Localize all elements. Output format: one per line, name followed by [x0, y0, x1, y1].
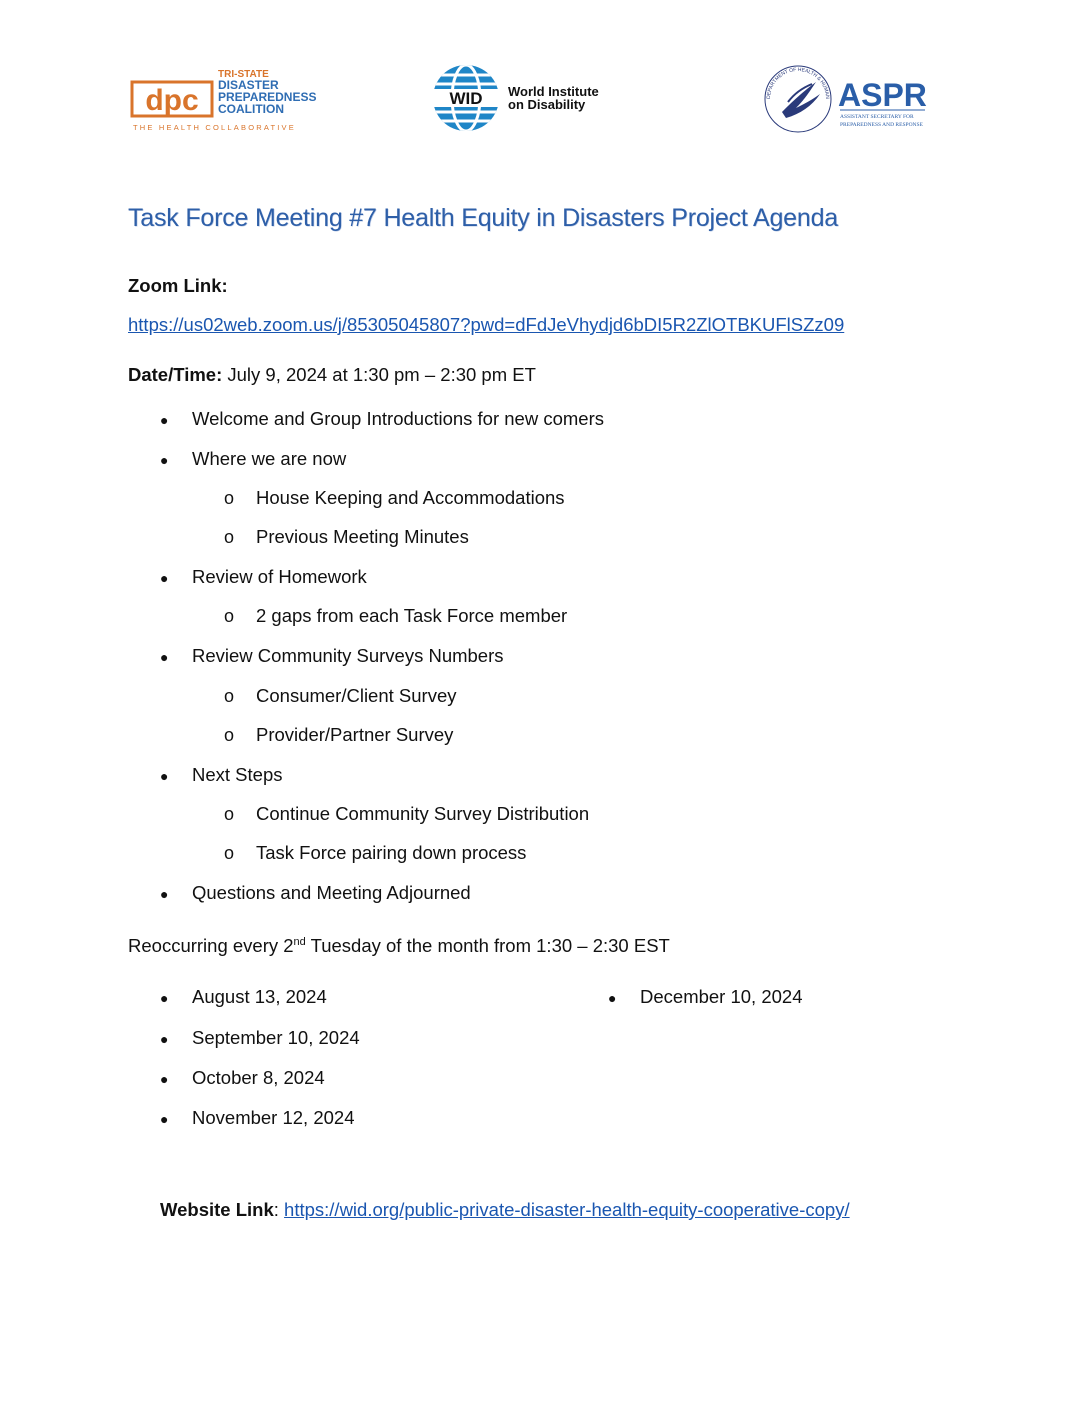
- svg-text:on Disability: on Disability: [508, 97, 586, 112]
- website-link[interactable]: https://wid.org/public-private-disaster-health-equity-cooperative-copy/: [284, 1199, 850, 1220]
- agenda-item: ●: [160, 886, 169, 902]
- agenda-item-text: Welcome and Group Introductions for new comers: [192, 408, 604, 429]
- sub-bullet-icon: o: [224, 527, 235, 547]
- agenda-subitem-text: Continue Community Survey Distribution: [256, 803, 590, 824]
- agenda-subitem-text: Consumer/Client Survey: [256, 685, 457, 706]
- svg-text:DEPARTMENT OF HEALTH & HUMAN S: DEPARTMENT OF HEALTH & HUMAN: [765, 66, 831, 100]
- website-colon: :: [273, 1199, 285, 1220]
- svg-text:PREPAREDNESS: PREPAREDNESS: [218, 90, 317, 104]
- svg-text:dpc: dpc: [145, 84, 199, 117]
- website-line: [160, 1199, 850, 1221]
- agenda-subitem-text: House Keeping and Accommodations: [256, 487, 565, 508]
- sub-bullet-icon: o: [224, 843, 235, 863]
- svg-text:THE HEALTH COLLABORATIVE: THE HEALTH COLLABORATIVE: [133, 123, 296, 132]
- svg-text:DISASTER: DISASTER: [218, 78, 279, 92]
- website-link-label: Website Link: [160, 1199, 274, 1220]
- date-bullet-icon: ●: [608, 990, 617, 1006]
- date-bullet-icon: ●: [160, 1111, 169, 1127]
- svg-text:PREPAREDNESS AND RESPONSE: PREPAREDNESS AND RESPONSE: [840, 122, 923, 128]
- agenda-item-text: Next Steps: [192, 764, 283, 785]
- recurring-ordinal: nd: [293, 935, 306, 948]
- datetime-value: July 9, 2024 at 1:30 pm – 2:30 pm ET: [222, 364, 536, 385]
- meeting-date: August 13, 2024: [192, 986, 327, 1007]
- svg-text:COALITION: COALITION: [218, 102, 284, 116]
- datetime-label: Date/Time:: [128, 364, 223, 385]
- date-bullet-icon: ●: [160, 1071, 169, 1087]
- zoom-link-label: Zoom Link:: [128, 275, 228, 296]
- sub-bullet-icon: o: [224, 488, 235, 508]
- agenda-subitem-text: 2 gaps from each Task Force member: [256, 605, 568, 626]
- aspr-logo: [760, 64, 930, 134]
- agenda-subitem-text: Previous Meeting Minutes: [256, 526, 469, 547]
- zoom-link[interactable]: https://us02web.zoom.us/j/85305045807?pwd=dFdJeVhydjd6bDI5R2ZlOTBKUFlSZz09: [128, 314, 845, 335]
- sub-bullet-icon: o: [224, 686, 235, 706]
- agenda-item: ●: [160, 452, 169, 468]
- recurring-text-before: Reoccurring every 2: [128, 935, 294, 956]
- date-bullet-icon: ●: [160, 1031, 169, 1047]
- agenda-subitem-text: Task Force pairing down process: [256, 842, 527, 863]
- meeting-date: November 12, 2024: [192, 1107, 355, 1128]
- recurring-schedule: [128, 935, 670, 957]
- sub-bullet-icon: o: [224, 606, 235, 626]
- agenda-item-text: Review of Homework: [192, 566, 367, 587]
- sub-bullet-icon: o: [224, 725, 235, 745]
- svg-text:WID: WID: [449, 89, 483, 108]
- page-title: Task Force Meeting #7 Health Equity in Disasters Project Agenda: [128, 204, 838, 232]
- agenda-item-text: Where we are now: [192, 448, 347, 469]
- svg-text:ASPR: ASPR: [838, 77, 927, 113]
- agenda-item: ●: [160, 768, 169, 784]
- agenda-item: ●: [160, 649, 169, 665]
- svg-text:TRI-STATE: TRI-STATE: [218, 69, 269, 80]
- agenda-item: ●: [160, 570, 169, 586]
- meeting-date: December 10, 2024: [640, 986, 803, 1007]
- dpc-logo: [130, 68, 317, 134]
- agenda-subitem-text: Provider/Partner Survey: [256, 724, 454, 745]
- svg-text:ASSISTANT SECRETARY FOR: ASSISTANT SECRETARY FOR: [840, 114, 914, 120]
- agenda-item-text: Questions and Meeting Adjourned: [192, 882, 471, 903]
- sub-bullet-icon: o: [224, 804, 235, 824]
- svg-text:World Institute: World Institute: [508, 84, 599, 99]
- date-bullet-icon: ●: [160, 990, 169, 1006]
- agenda-item: ●: [160, 412, 169, 428]
- wid-logo: [432, 63, 622, 133]
- recurring-text-after: Tuesday of the month from 1:30 – 2:30 EST: [305, 935, 670, 956]
- meeting-date: October 8, 2024: [192, 1067, 325, 1088]
- agenda-item-text: Review Community Surveys Numbers: [192, 645, 504, 666]
- datetime-line: [128, 364, 536, 386]
- meeting-date: September 10, 2024: [192, 1027, 360, 1048]
